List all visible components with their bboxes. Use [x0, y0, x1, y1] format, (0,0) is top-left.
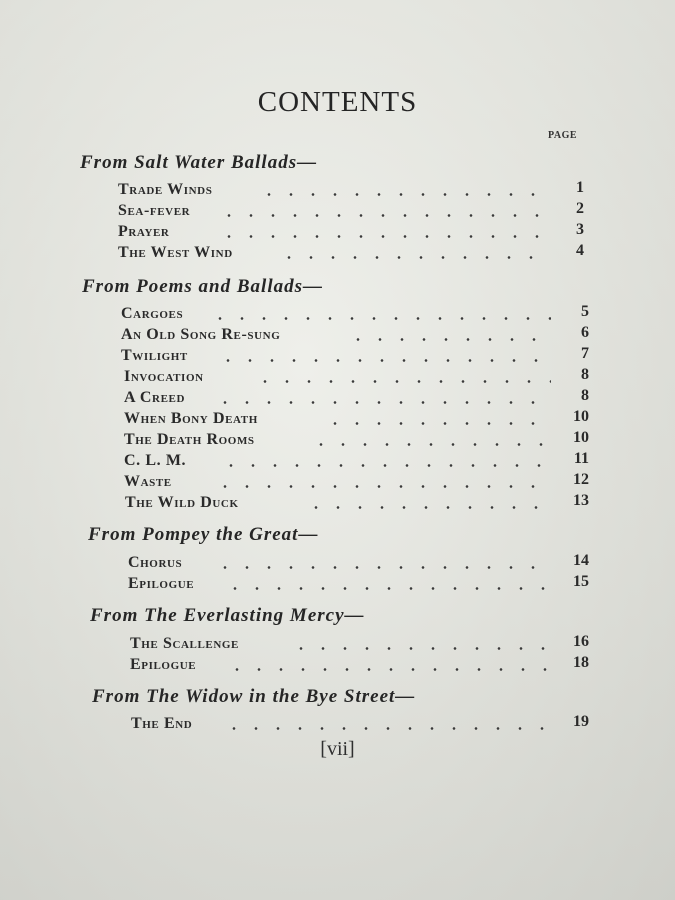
dot-leader: [290, 647, 552, 650]
dot-leader: [254, 380, 551, 383]
toc-entry[interactable]: [128, 575, 591, 595]
section-heading: From The Everlasting Mercy—: [90, 605, 365, 626]
entry-title: An Old Song Re-sung: [121, 326, 281, 343]
entry-page-number: 10: [573, 429, 589, 446]
entry-page-number: 7: [581, 345, 589, 362]
entry-title: Epilogue: [128, 575, 195, 592]
toc-entry[interactable]: [130, 656, 591, 676]
entry-title: Invocation: [124, 368, 204, 385]
entry-page-number: 19: [573, 713, 589, 730]
toc-entry[interactable]: [118, 181, 590, 201]
toc-entry[interactable]: [124, 410, 591, 430]
dot-leader: [305, 506, 551, 509]
dot-leader: [310, 443, 551, 446]
toc-entry[interactable]: [118, 223, 590, 243]
entry-title: A Creed: [124, 389, 185, 406]
entry-title: The Scallenge: [130, 635, 239, 652]
entry-title: C. L. M.: [124, 452, 187, 469]
toc-entry[interactable]: [118, 244, 590, 264]
toc-entry[interactable]: [121, 305, 591, 325]
entry-title: Prayer: [118, 223, 170, 240]
dot-leader: [324, 422, 551, 425]
dot-leader: [226, 668, 552, 671]
entry-title: Cargoes: [121, 305, 184, 322]
entry-page-number: 8: [581, 387, 589, 404]
page-title: CONTENTS: [257, 86, 418, 118]
entry-title: When Bony Death: [124, 410, 258, 427]
entry-title: Sea-fever: [118, 202, 191, 219]
section-heading: From The Widow in the Bye Street—: [92, 686, 416, 707]
toc-entry[interactable]: [124, 368, 591, 388]
entry-page-number: 16: [573, 633, 589, 650]
toc-entry[interactable]: [131, 715, 591, 735]
entry-page-number: 11: [573, 450, 589, 467]
dot-leader: [214, 401, 551, 404]
dot-leader: [209, 317, 551, 320]
entry-page-number: 10: [573, 408, 589, 425]
section-heading: From Poems and Ballads—: [82, 276, 323, 297]
section-heading: From Pompey the Great—: [88, 524, 319, 545]
entry-page-number: 1: [576, 179, 584, 196]
entry-page-number: 12: [573, 471, 589, 488]
entry-title: Trade Winds: [118, 181, 213, 198]
dot-leader: [223, 727, 551, 730]
entry-title: Twilight: [121, 347, 188, 364]
entry-title: Epilogue: [130, 656, 197, 673]
entry-title: The Death Rooms: [124, 431, 255, 448]
dot-leader: [218, 235, 548, 238]
toc-entry[interactable]: [121, 326, 591, 346]
entry-title: The West Wind: [118, 244, 233, 261]
entry-title: Chorus: [128, 554, 183, 571]
toc-entry[interactable]: [118, 202, 590, 222]
entry-page-number: 3: [576, 221, 584, 238]
toc-entry[interactable]: [128, 554, 591, 574]
entry-title: Waste: [124, 473, 172, 490]
toc-entry[interactable]: [124, 473, 591, 493]
dot-leader: [214, 485, 551, 488]
page-column-label: PAGE: [548, 130, 578, 141]
entry-page-number: 2: [576, 200, 584, 217]
entry-page-number: 8: [581, 366, 589, 383]
dot-leader: [217, 359, 551, 362]
toc-entry[interactable]: [121, 347, 591, 367]
dot-leader: [347, 338, 551, 341]
toc-entry[interactable]: [125, 494, 591, 514]
toc-entry[interactable]: [130, 635, 591, 655]
section-heading: From Salt Water Ballads—: [80, 152, 318, 173]
entry-page-number: 14: [573, 552, 589, 569]
dot-leader: [258, 193, 548, 196]
entry-page-number: 5: [581, 303, 589, 320]
dot-leader: [218, 214, 548, 217]
dot-leader: [220, 464, 551, 467]
entry-title: The End: [131, 715, 193, 732]
dot-leader: [214, 566, 552, 569]
entry-page-number: 6: [581, 324, 589, 341]
entry-page-number: 15: [573, 573, 589, 590]
dot-leader: [278, 256, 548, 259]
dot-leader: [224, 587, 552, 590]
entry-page-number: 13: [573, 492, 589, 509]
folio-page-number: [vii]: [320, 738, 355, 760]
entry-page-number: 18: [573, 654, 589, 671]
toc-entry[interactable]: [124, 389, 591, 409]
toc-entry[interactable]: [124, 452, 591, 472]
entry-page-number: 4: [576, 242, 584, 259]
entry-title: The Wild Duck: [125, 494, 239, 511]
toc-entry[interactable]: [124, 431, 591, 451]
